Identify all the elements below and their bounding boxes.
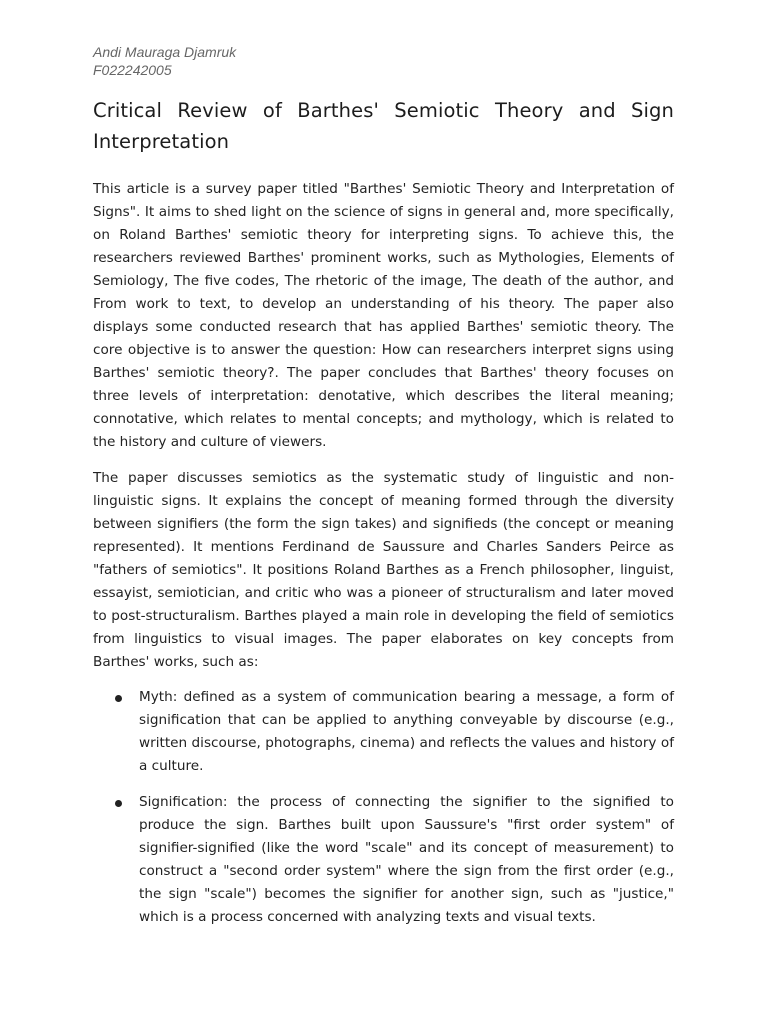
bullet-list-signification — [93, 791, 674, 929]
bullet-list-myth — [93, 686, 674, 778]
student-id: F022242005 — [93, 62, 172, 78]
bullet-dot-icon — [115, 800, 122, 807]
paragraph-summary: This article is a survey paper titled "Barthes' Semiotic Theory and Interpretation of Signs". It aims to shed light on the science of signs in general and, more specifically, on Roland Barthes' semiotic theory for interpreting signs. To achieve this, the researchers reviewed Barthes' prominent works, such as Mythologies, Elements of Semiology, The five codes, The rhetoric of the image, The death of the author, and From work to text, to develop an understanding of his theory. The paper also displays some conducted research that has applied Barthes' semiotic theory. The core objective is to answer the question: How can researchers interpret signs using Barthes' semiotic theory?. The paper concludes that Barthes' theory focuses on three levels of interpretation: denotative, which describes the literal meaning; connotative, which relates to mental concepts; and mythology, which is related to the history and culture of viewers. — [93, 181, 674, 450]
list-item-text: Signification: the process of connecting the signifier to the signified to produce the sign. Barthes built upon Saussure's "first order system" of signifier-signified (like the word "scale" and its concept of measurement) to construct a "second order system" where the sign from the first order (e.g., the sign "scale") becomes the signifier for another sign, such as "justice," which is a process concerned with analyzing texts and visual texts. — [139, 794, 674, 925]
author-name: Andi Mauraga Djamruk — [93, 44, 237, 60]
bullet-dot-icon — [115, 695, 122, 702]
author-block — [93, 43, 236, 79]
list-item-myth — [93, 686, 674, 778]
list-item-text: Myth: defined as a system of communication bearing a message, a form of signification that can be applied to anything conveyable by discourse (e.g., written discourse, photographs, cinema) and reflects the values and history of a culture. — [139, 689, 674, 774]
paragraph-semiotics: The paper discusses semiotics as the systematic study of linguistic and non-linguistic signs. It explains the concept of meaning formed through the diversity between signifiers (the form the sign takes) and signifieds (the concept or meaning represented). It mentions Ferdinand de Saussure and Charles Sanders Peirce as "fathers of semiotics". It positions Roland Barthes as a French philosopher, linguist, essayist, semiotician, and critic who was a pioneer of structuralism and later moved to post-structuralism. Barthes played a main role in developing the field of semiotics from linguistics to visual images. The paper elaborates on key concepts from Barthes' works, such as: — [93, 470, 674, 670]
list-item-signification — [93, 791, 674, 929]
document-title: Critical Review of Barthes' Semiotic Theory and Sign Interpretation — [93, 99, 674, 153]
